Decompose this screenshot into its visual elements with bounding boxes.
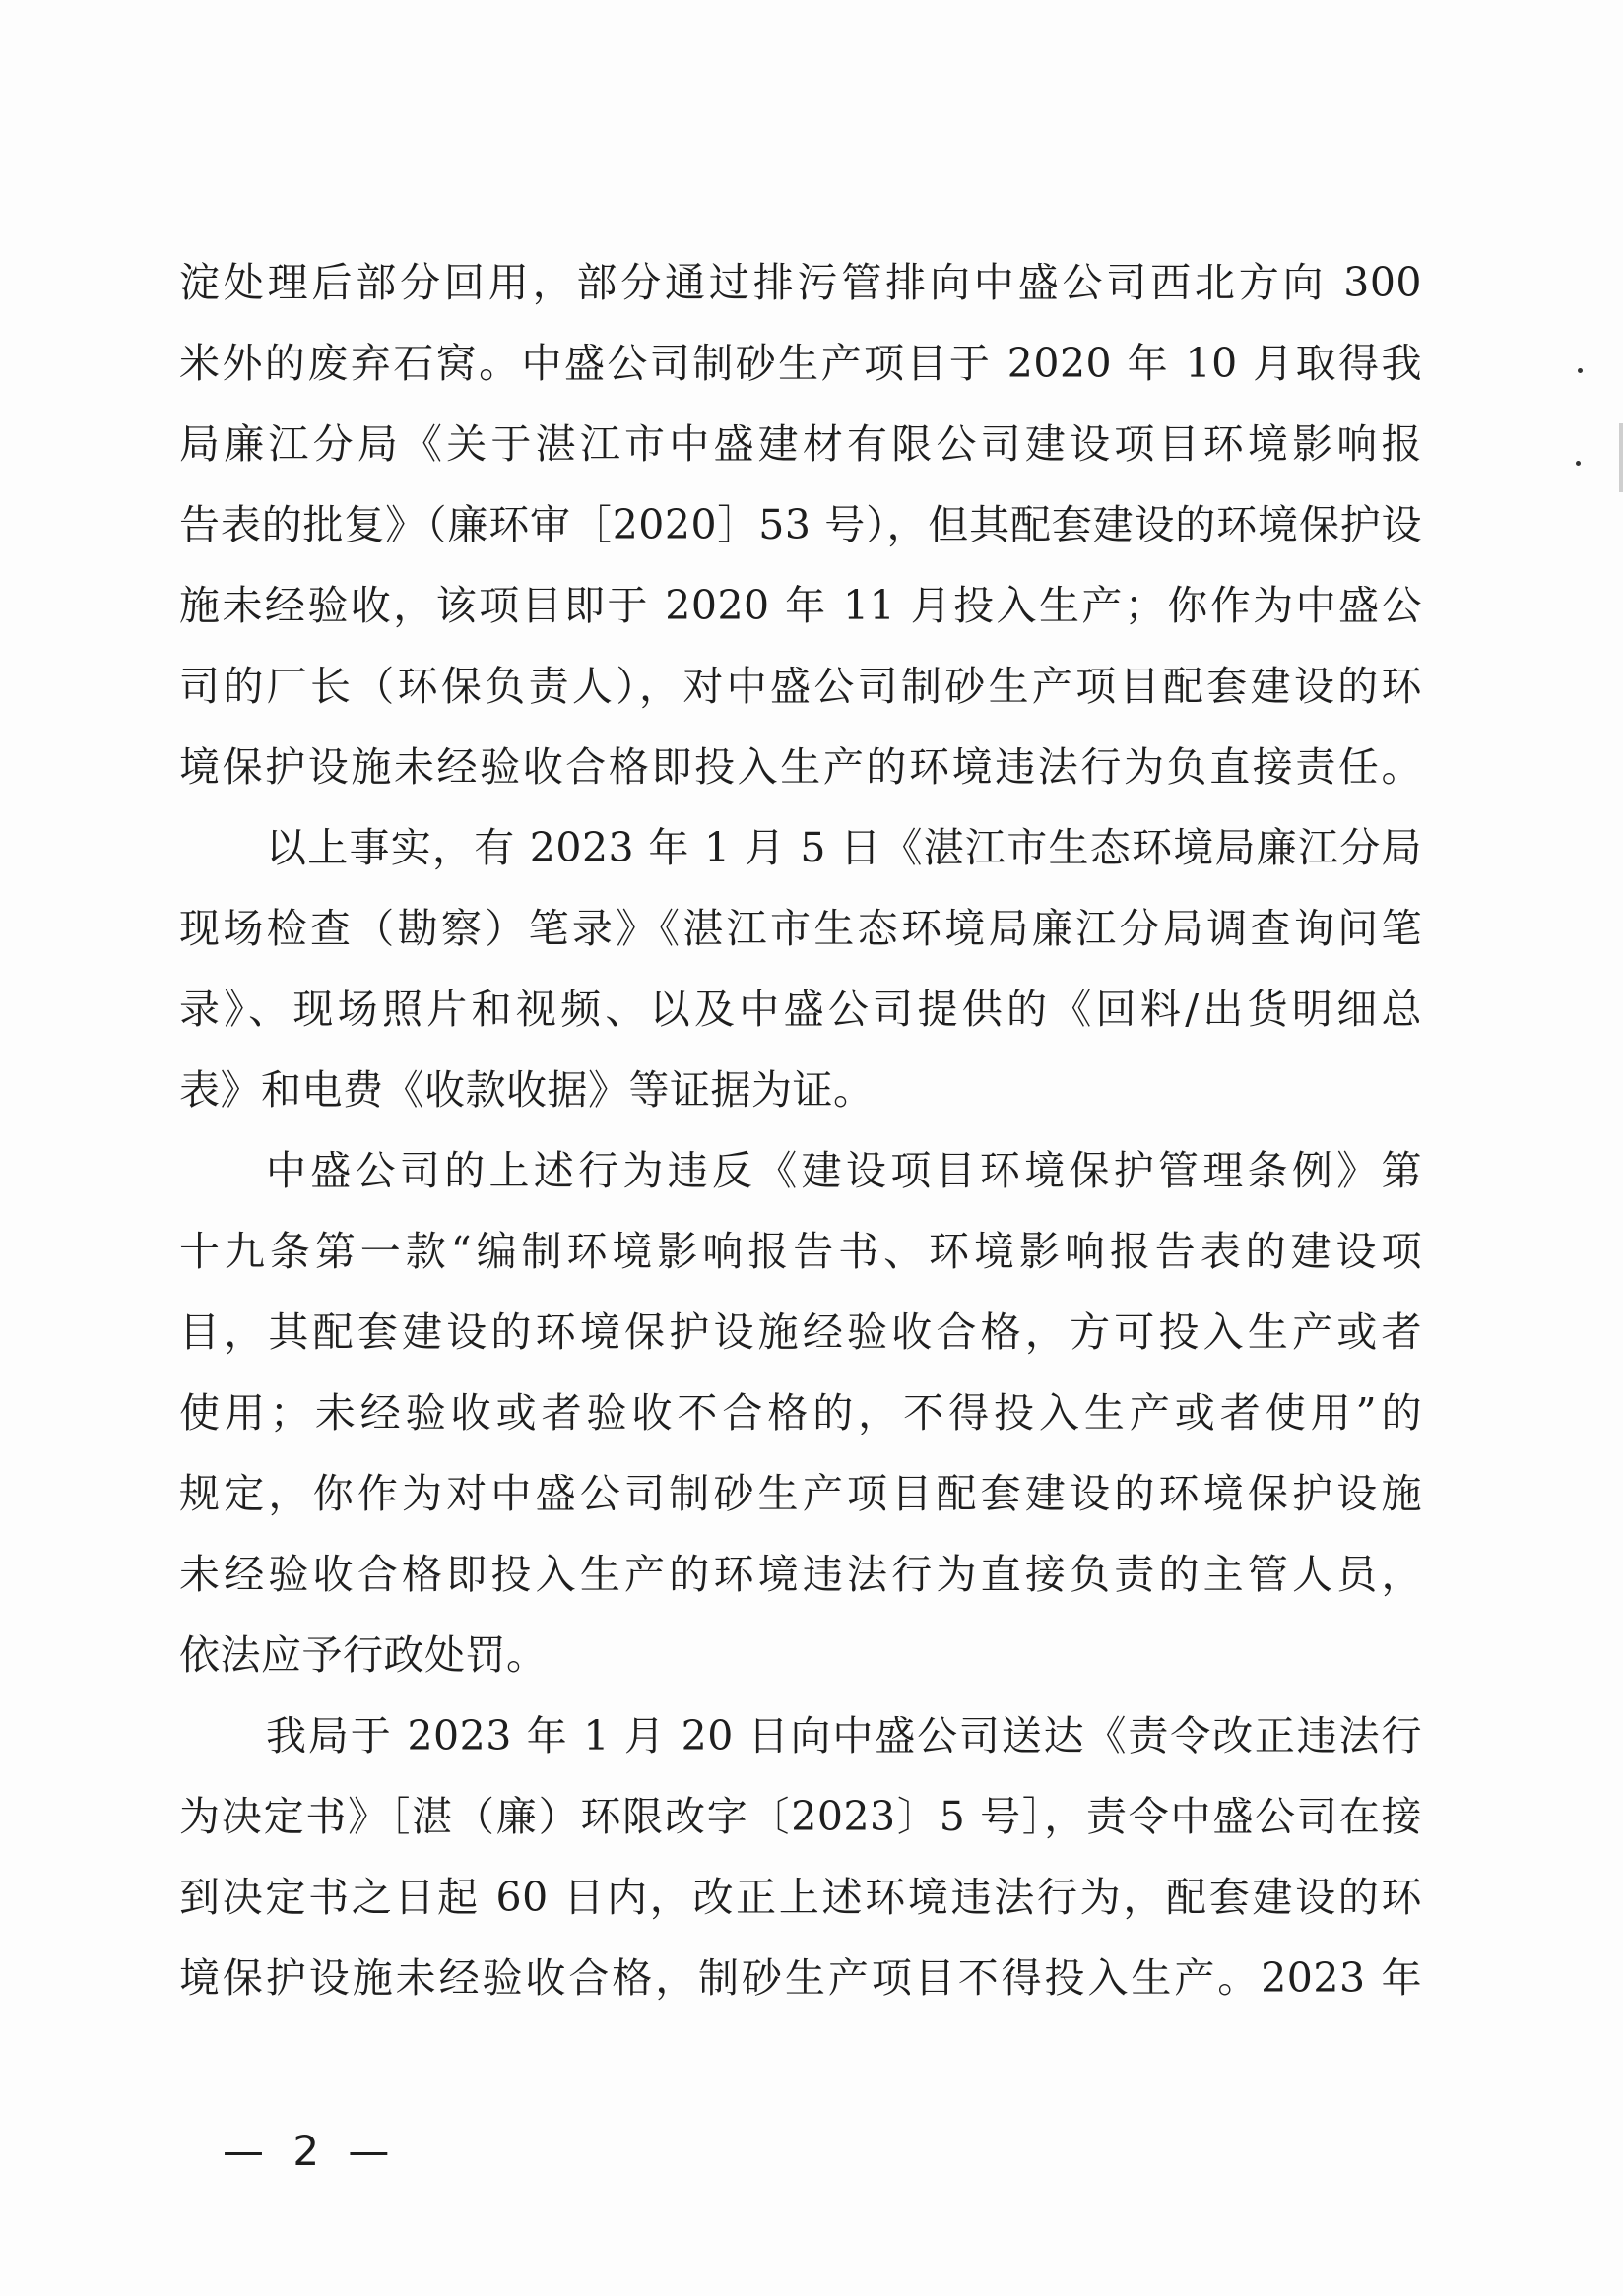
text-line: 境保护设施未经验收合格即投入生产的环境违法行为负直接责任。	[179, 743, 1422, 791]
scan-speck	[1576, 461, 1581, 466]
text-line: 到决定书之日起 60 日内，改正上述环境违法行为，配套建设的环	[179, 1874, 1422, 1921]
scan-edge-mark	[1619, 423, 1623, 492]
text-line: 表》和电费《收款收据》等证据为证。	[179, 1066, 875, 1114]
text-line: 告表的批复》（廉环审［2020］53 号），但其配套建设的环境保护设	[179, 501, 1422, 548]
text-line: 米外的废弃石窝。中盛公司制砂生产项目于 2020 年 10 月取得我	[179, 340, 1422, 387]
text-line: 依法应予行政处罚。	[179, 1631, 548, 1679]
page-number: — 2 —	[223, 2127, 398, 2175]
text-line: 规定，你作为对中盛公司制砂生产项目配套建设的环境保护设施	[179, 1470, 1422, 1517]
paragraph	[179, 1130, 1422, 1695]
text-line: 未经验收合格即投入生产的环境违法行为直接负责的主管人员，	[179, 1551, 1422, 1598]
text-line: 局廉江分局《关于湛江市中盛建材有限公司建设项目环境影响报	[179, 420, 1422, 468]
text-line: 施未经验收，该项目即于 2020 年 11 月投入生产；你作为中盛公	[179, 582, 1422, 629]
scan-speck	[1578, 368, 1583, 373]
text-line: 十九条第一款“编制环境影响报告书、环境影响报告表的建设项	[179, 1228, 1422, 1275]
text-line: 录》、现场照片和视频、以及中盛公司提供的《回料/出货明细总	[179, 986, 1422, 1033]
text-line: 司的厂长（环保负责人），对中盛公司制砂生产项目配套建设的环	[179, 663, 1422, 710]
text-line: 使用；未经验收或者验收不合格的，不得投入生产或者使用”的	[179, 1389, 1422, 1436]
text-line: 境保护设施未经验收合格，制砂生产项目不得投入生产。2023 年	[179, 1954, 1422, 2002]
text-line: 中盛公司的上述行为违反《建设项目环境保护管理条例》第	[266, 1147, 1422, 1194]
text-line: 为决定书》［湛（廉）环限改字〔2023〕5 号］，责令中盛公司在接	[179, 1793, 1422, 1840]
document-body	[179, 242, 1422, 2018]
text-line: 淀处理后部分回用，部分通过排污管排向中盛公司西北方向 300	[179, 259, 1422, 306]
text-line: 以上事实，有 2023 年 1 月 5 日《湛江市生态环境局廉江分局	[266, 824, 1422, 871]
text-line: 现场检查（勘察）笔录》《湛江市生态环境局廉江分局调查询问笔	[179, 905, 1422, 952]
text-line: 目，其配套建设的环境保护设施经验收合格，方可投入生产或者	[179, 1308, 1422, 1356]
paragraph	[179, 1695, 1422, 2018]
paragraph	[179, 242, 1422, 807]
paragraph	[179, 807, 1422, 1130]
text-line: 我局于 2023 年 1 月 20 日向中盛公司送达《责令改正违法行	[266, 1712, 1422, 1759]
